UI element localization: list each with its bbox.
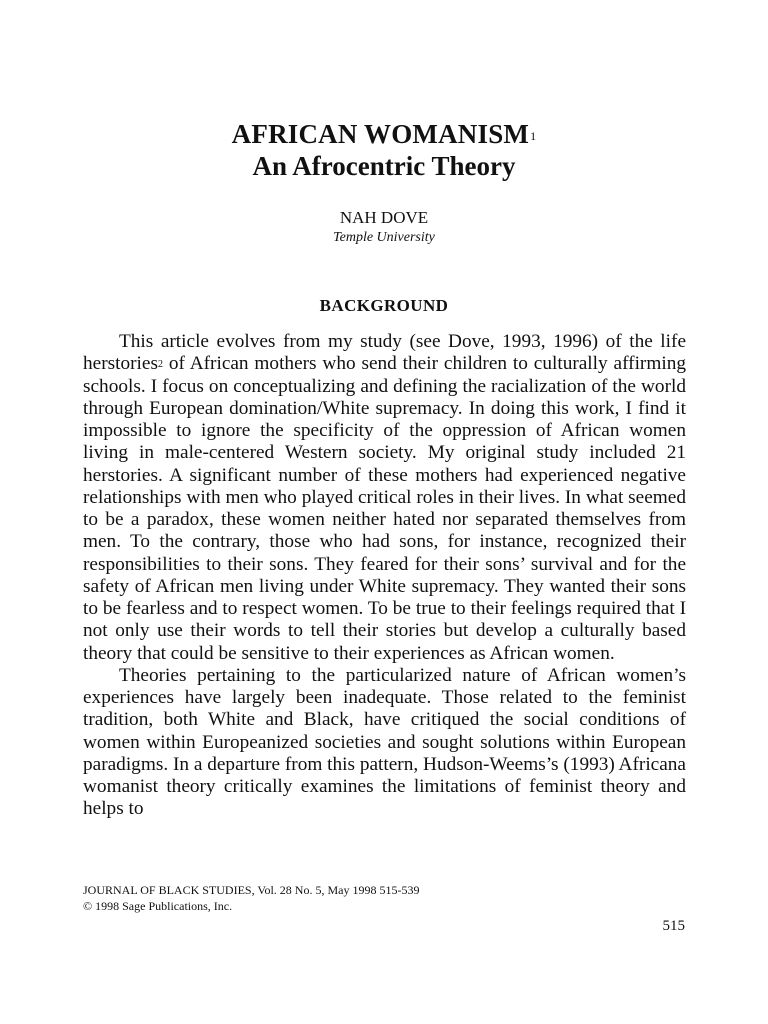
article-subtitle: An Afrocentric Theory bbox=[252, 151, 516, 181]
paragraph-1-text-a: This article evolves from my study (see Dove, 1993, 1996) of the life herstories bbox=[83, 331, 686, 375]
journal-citation: JOURNAL OF BLACK STUDIES, Vol. 28 No. 5, May 1998 515-539 bbox=[83, 883, 420, 897]
paragraph-1 bbox=[83, 331, 686, 665]
author-affiliation: Temple University bbox=[333, 230, 435, 245]
article-title-text: AFRICAN WOMANISM bbox=[231, 119, 530, 149]
article-body bbox=[83, 331, 686, 821]
author-name: NAH DOVE bbox=[339, 208, 429, 227]
article-title bbox=[0, 118, 768, 150]
title-footnote-marker: 1 bbox=[530, 129, 537, 143]
page-number: 515 bbox=[662, 918, 685, 934]
article-title-block bbox=[0, 118, 768, 182]
paragraph-2: Theories pertaining to the particularized nature of African women’s experiences have largely been inadequate. Those related to the feminist tradition, both White and Black, have critiqued the social conditions of women within Europeanized societies and sought solutions within European paradigms. In a departure from this pattern, Hudson-Weems’s (1993) Africana womanist theory critically examines the limitations of feminist theory and helps to bbox=[83, 664, 686, 820]
paragraph-1-text-b: of African mothers who send their children to culturally affirming schools. I focus on conceptualizing and defining the racialization of the world through European domination/White supremacy. In doing this work, I find it impossible to ignore the specificity of the oppression of African women living in male-centered Western society. My original study included 21 herstories. A significant number of these mothers had experienced negative relationships with men who played critical roles in their lives. In what seemed to be a paradox, these women neither hated nor separated themselves from men. To the contrary, those who had sons, for instance, recognized their responsibilities to their sons. They feared for their sons’ survival and for the safety of African men living under White supremacy. They wanted their sons to be fearless and to respect women. To be true to their feelings required that I not only use their words to tell their stories but develop a culturally based theory that could be sensitive to their experiences as African women. bbox=[83, 353, 686, 664]
section-heading: BACKGROUND bbox=[319, 296, 449, 315]
copyright-notice: © 1998 Sage Publications, Inc. bbox=[83, 899, 233, 913]
page-footer bbox=[83, 882, 686, 914]
footnote-marker-2: 2 bbox=[157, 359, 163, 371]
